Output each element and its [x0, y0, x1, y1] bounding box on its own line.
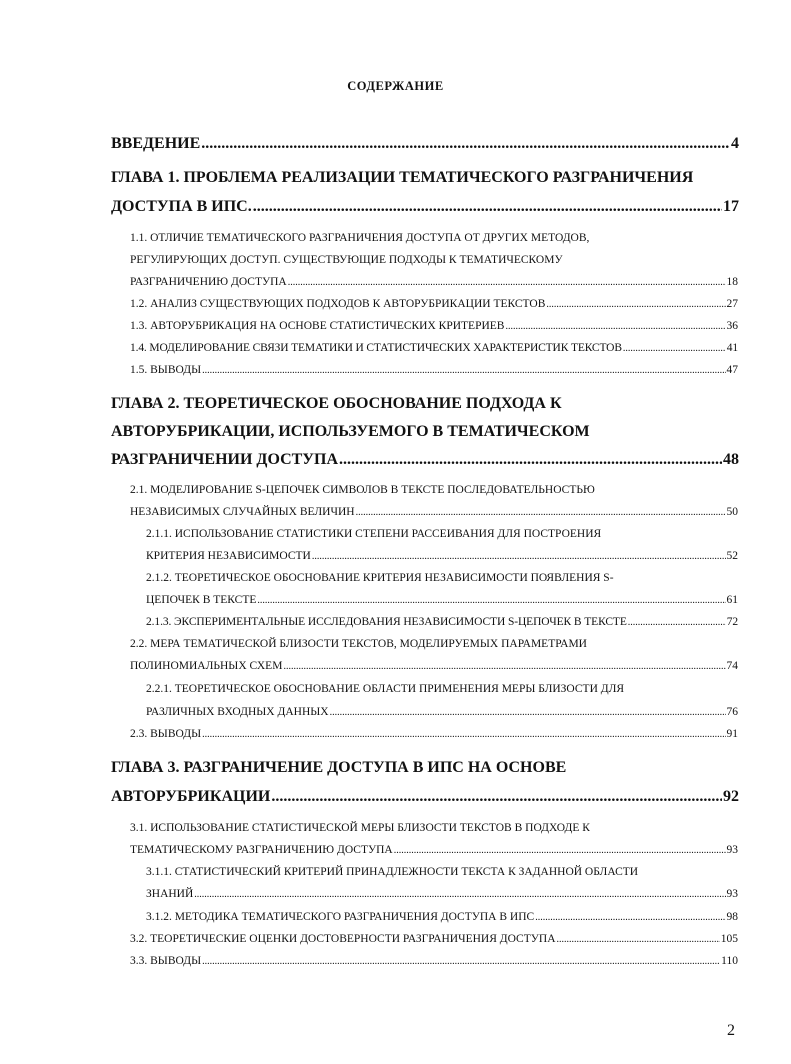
toc-page-number: 105: [720, 933, 738, 945]
toc-page-number: 61: [726, 594, 738, 606]
toc-entry-label: ЗНАНИЙ: [146, 888, 194, 900]
toc-entry-label: ТЕМАТИЧЕСКОМУ РАЗГРАНИЧЕНИЮ ДОСТУПА: [130, 844, 393, 856]
toc-entry-introduction[interactable]: [111, 135, 739, 153]
dot-leader: [194, 889, 725, 900]
toc-entry-3-1[interactable]: [130, 844, 738, 856]
toc-entry-line[interactable]: 1.1. ОТЛИЧИЕ ТЕМАТИЧЕСКОГО РАЗГРАНИЧЕНИЯ ДОСТУПА ОТ ДРУГИХ МЕТОДОВ,: [130, 232, 590, 244]
toc-page-number: 27: [726, 298, 738, 310]
toc-entry-label: 1.4. МОДЕЛИРОВАНИЕ СВЯЗИ ТЕМАТИКИ И СТАТИСТИЧЕСКИХ ХАРАКТЕРИСТИК ТЕКСТОВ: [130, 342, 622, 354]
toc-entry-chapter-1[interactable]: [111, 198, 739, 216]
toc-page-number: 47: [726, 364, 738, 376]
dot-leader: [202, 729, 725, 740]
toc-entry-line[interactable]: 2.1.2. ТЕОРЕТИЧЕСКОЕ ОБОСНОВАНИЕ КРИТЕРИЯ НЕЗАВИСИМОСТИ ПОЯВЛЕНИЯ S-: [146, 572, 614, 584]
toc-entry-line[interactable]: 2.2. МЕРА ТЕМАТИЧЕСКОЙ БЛИЗОСТИ ТЕКСТОВ, МОДЕЛИРУЕМЫХ ПАРАМЕТРАМИ: [130, 638, 587, 650]
dot-leader: [546, 299, 725, 310]
toc-page-number: 52: [726, 550, 738, 562]
toc-entry-2-1-3[interactable]: [146, 616, 738, 628]
toc-entry-2-1[interactable]: [130, 506, 738, 518]
dot-leader: [557, 934, 720, 945]
toc-page-number: 50: [726, 506, 738, 518]
toc-entry-label: 3.3. ВЫВОДЫ: [130, 955, 202, 967]
dot-leader: [271, 788, 722, 806]
toc-entry-label: 1.3. АВТОРУБРИКАЦИЯ НА ОСНОВЕ СТАТИСТИЧЕСКИХ КРИТЕРИЕВ: [130, 320, 505, 332]
toc-entry-1-3[interactable]: [130, 320, 738, 332]
toc-entry-3-1-2[interactable]: [146, 911, 738, 923]
dot-leader: [201, 135, 730, 153]
toc-entry-1-5[interactable]: [130, 364, 738, 376]
toc-entry-line[interactable]: РЕГУЛИРУЮЩИХ ДОСТУП. СУЩЕСТВУЮЩИЕ ПОДХОДЫ К ТЕМАТИЧЕСКОМУ: [130, 254, 563, 266]
toc-page-number: 93: [726, 844, 738, 856]
toc-entry-chapter-3[interactable]: [111, 788, 739, 806]
chapter-1-heading[interactable]: ГЛАВА 1. ПРОБЛЕМА РЕАЛИЗАЦИИ ТЕМАТИЧЕСКОГО РАЗГРАНИЧЕНИЯ: [111, 169, 694, 186]
toc-page-number: 110: [721, 955, 738, 967]
toc-entry-1-2[interactable]: [130, 298, 738, 310]
toc-entry-line[interactable]: 3.1.1. СТАТИСТИЧЕСКИЙ КРИТЕРИЙ ПРИНАДЛЕЖНОСТИ ТЕКСТА К ЗАДАННОЙ ОБЛАСТИ: [146, 866, 639, 878]
toc-page-number: 4: [731, 135, 739, 152]
chapter-2-heading[interactable]: АВТОРУБРИКАЦИИ, ИСПОЛЬЗУЕМОГО В ТЕМАТИЧЕСКОМ: [111, 423, 590, 440]
toc-page-number: 18: [726, 276, 738, 288]
toc-entry-label: 2.1.3. ЭКСПЕРИМЕНТАЛЬНЫЕ ИССЛЕДОВАНИЯ НЕЗАВИСИМОСТИ S-ЦЕПОЧЕК В ТЕКСТЕ: [146, 616, 627, 628]
toc-entry-label: РАЗЛИЧНЫХ ВХОДНЫХ ДАННЫХ: [146, 706, 329, 718]
dot-leader: [312, 551, 726, 562]
toc-entry-label: 3.1.2. МЕТОДИКА ТЕМАТИЧЕСКОГО РАЗГРАНИЧЕНИЯ ДОСТУПА В ИПС: [146, 911, 535, 923]
toc-entry-label: КРИТЕРИЯ НЕЗАВИСИМОСТИ: [146, 550, 311, 562]
toc-entry-2-2[interactable]: [130, 660, 738, 672]
page-number: 2: [727, 1022, 735, 1039]
toc-page-number: 92: [723, 788, 739, 805]
toc-entry-line[interactable]: 2.1. МОДЕЛИРОВАНИЕ S-ЦЕПОЧЕК СИМВОЛОВ В ТЕКСТЕ ПОСЛЕДОВАТЕЛЬНОСТЬЮ: [130, 484, 595, 496]
toc-entry-label: 1.5. ВЫВОДЫ: [130, 364, 202, 376]
toc-entry-label: 2.3. ВЫВОДЫ: [130, 728, 202, 740]
toc-entry-label: ПОЛИНОМИАЛЬНЫХ СХЕМ: [130, 660, 283, 672]
toc-page-number: 48: [723, 451, 739, 468]
dot-leader: [505, 321, 725, 332]
dot-leader: [330, 707, 726, 718]
dot-leader: [253, 198, 722, 216]
chapter-2-heading[interactable]: ГЛАВА 2. ТЕОРЕТИЧЕСКОЕ ОБОСНОВАНИЕ ПОДХОДА К: [111, 395, 562, 412]
page-title: СОДЕРЖАНИЕ: [347, 79, 444, 93]
toc-entry-line[interactable]: 2.2.1. ТЕОРЕТИЧЕСКОЕ ОБОСНОВАНИЕ ОБЛАСТИ ПРИМЕНЕНИЯ МЕРЫ БЛИЗОСТИ ДЛЯ: [146, 683, 625, 695]
dot-leader: [288, 277, 726, 288]
toc-page-number: 76: [726, 706, 738, 718]
toc-entry-label: ВВЕДЕНИЕ: [111, 135, 201, 152]
toc-page-number: 36: [726, 320, 738, 332]
toc-page-number: 91: [726, 728, 738, 740]
toc-page-number: 17: [723, 198, 739, 215]
toc-entry-label: РАЗГРАНИЧЕНИИ ДОСТУПА: [111, 451, 339, 468]
dot-leader: [394, 845, 726, 856]
toc-entry-3-2[interactable]: [130, 933, 738, 945]
toc-page-number: 72: [726, 616, 738, 628]
toc-entry-3-1-1[interactable]: [146, 888, 738, 900]
toc-entry-label: 3.2. ТЕОРЕТИЧЕСКИЕ ОЦЕНКИ ДОСТОВЕРНОСТИ РАЗГРАНИЧЕНИЯ ДОСТУПА: [130, 933, 556, 945]
toc-page-number: 41: [726, 342, 738, 354]
dot-leader: [356, 507, 726, 518]
toc-entry-label: АВТОРУБРИКАЦИИ: [111, 788, 271, 805]
toc-entry-1-1[interactable]: [130, 276, 738, 288]
toc-entry-3-3[interactable]: [130, 955, 738, 967]
dot-leader: [257, 595, 725, 606]
toc-entry-line[interactable]: 2.1.1. ИСПОЛЬЗОВАНИЕ СТАТИСТИКИ СТЕПЕНИ РАССЕИВАНИЯ ДЛЯ ПОСТРОЕНИЯ: [146, 528, 602, 540]
toc-entry-label: ДОСТУПА В ИПС.: [111, 198, 252, 215]
dot-leader: [628, 617, 726, 628]
dot-leader: [535, 912, 725, 923]
toc-entry-2-1-2[interactable]: [146, 594, 738, 606]
dot-leader: [202, 956, 720, 967]
toc-page-number: 74: [726, 660, 738, 672]
toc-entry-label: НЕЗАВИСИМЫХ СЛУЧАЙНЫХ ВЕЛИЧИН: [130, 506, 355, 518]
dot-leader: [283, 661, 725, 672]
toc-entry-line[interactable]: 3.1. ИСПОЛЬЗОВАНИЕ СТАТИСТИЧЕСКОЙ МЕРЫ БЛИЗОСТИ ТЕКСТОВ В ПОДХОДЕ К: [130, 822, 590, 834]
toc-entry-label: РАЗГРАНИЧЕНИЮ ДОСТУПА: [130, 276, 287, 288]
toc-entry-label: ЦЕПОЧЕК В ТЕКСТЕ: [146, 594, 257, 606]
toc-entry-label: 1.2. АНАЛИЗ СУЩЕСТВУЮЩИХ ПОДХОДОВ К АВТОРУБРИКАЦИИ ТЕКСТОВ: [130, 298, 546, 310]
dot-leader: [623, 343, 726, 354]
toc-entry-2-3[interactable]: [130, 728, 738, 740]
dot-leader: [202, 365, 725, 376]
toc-page-number: 98: [726, 911, 738, 923]
toc-entry-2-1-1[interactable]: [146, 550, 738, 562]
toc-entry-1-4[interactable]: [130, 342, 738, 354]
toc-entry-chapter-2[interactable]: [111, 451, 739, 469]
toc-entry-2-2-1[interactable]: [146, 706, 738, 718]
chapter-3-heading[interactable]: ГЛАВА 3. РАЗГРАНИЧЕНИЕ ДОСТУПА В ИПС НА ОСНОВЕ: [111, 759, 567, 776]
dot-leader: [339, 451, 722, 469]
toc-page-number: 93: [726, 888, 738, 900]
